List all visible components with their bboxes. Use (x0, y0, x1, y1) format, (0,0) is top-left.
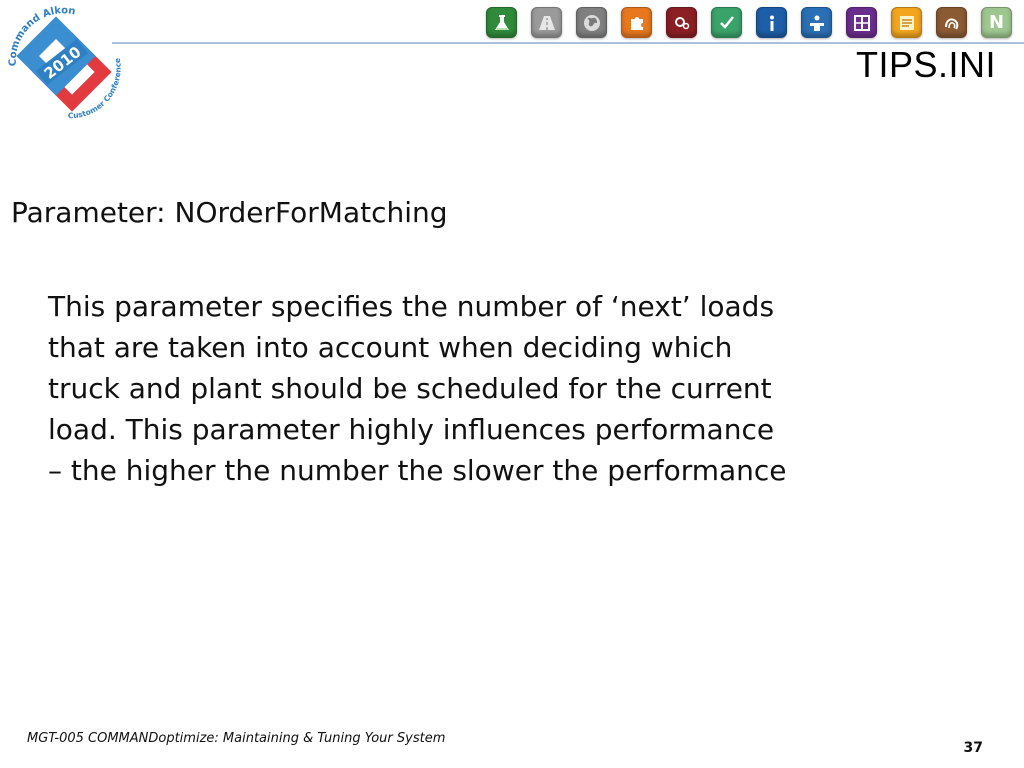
description-line: truck and plant should be scheduled for the current (48, 372, 772, 405)
conference-logo (2, 2, 126, 122)
description-line: load. This parameter highly influences performance (48, 413, 775, 446)
gears-icon[interactable] (666, 7, 697, 38)
logo-event-text: Customer Conference (67, 57, 123, 121)
description-line: This parameter specifies the number of ‘next’ loads (48, 290, 775, 323)
fingerprint-icon[interactable] (936, 7, 967, 38)
footer-text: MGT-005 COMMANDoptimize: Maintaining & Tuning Your System (27, 731, 446, 746)
description-line: that are taken into account when deciding which (48, 331, 733, 364)
logo-year: 2010 (40, 42, 85, 83)
info-icon[interactable] (756, 7, 787, 38)
slide-title: TIPS.INI (855, 44, 996, 85)
parameter-heading: Parameter: NOrderForMatching (11, 196, 448, 229)
document-icon[interactable] (891, 7, 922, 38)
navigation-icon-bar (486, 7, 1012, 38)
logo-company-text: Command Alkon (7, 5, 77, 67)
page-number: 37 (963, 740, 983, 756)
road-icon[interactable] (531, 7, 562, 38)
window-icon[interactable] (846, 7, 877, 38)
flask-icon[interactable] (486, 7, 517, 38)
puzzle-icon[interactable] (621, 7, 652, 38)
description-line: – the higher the number the slower the performance (48, 454, 787, 487)
parameter-description (48, 286, 988, 491)
checkmark-icon[interactable] (711, 7, 742, 38)
globe-icon[interactable] (576, 7, 607, 38)
podium-icon[interactable] (801, 7, 832, 38)
conference-logo-graphic (2, 2, 126, 122)
n-letter-icon-glyph: N (988, 12, 1005, 33)
n-letter-icon[interactable] (981, 7, 1012, 38)
